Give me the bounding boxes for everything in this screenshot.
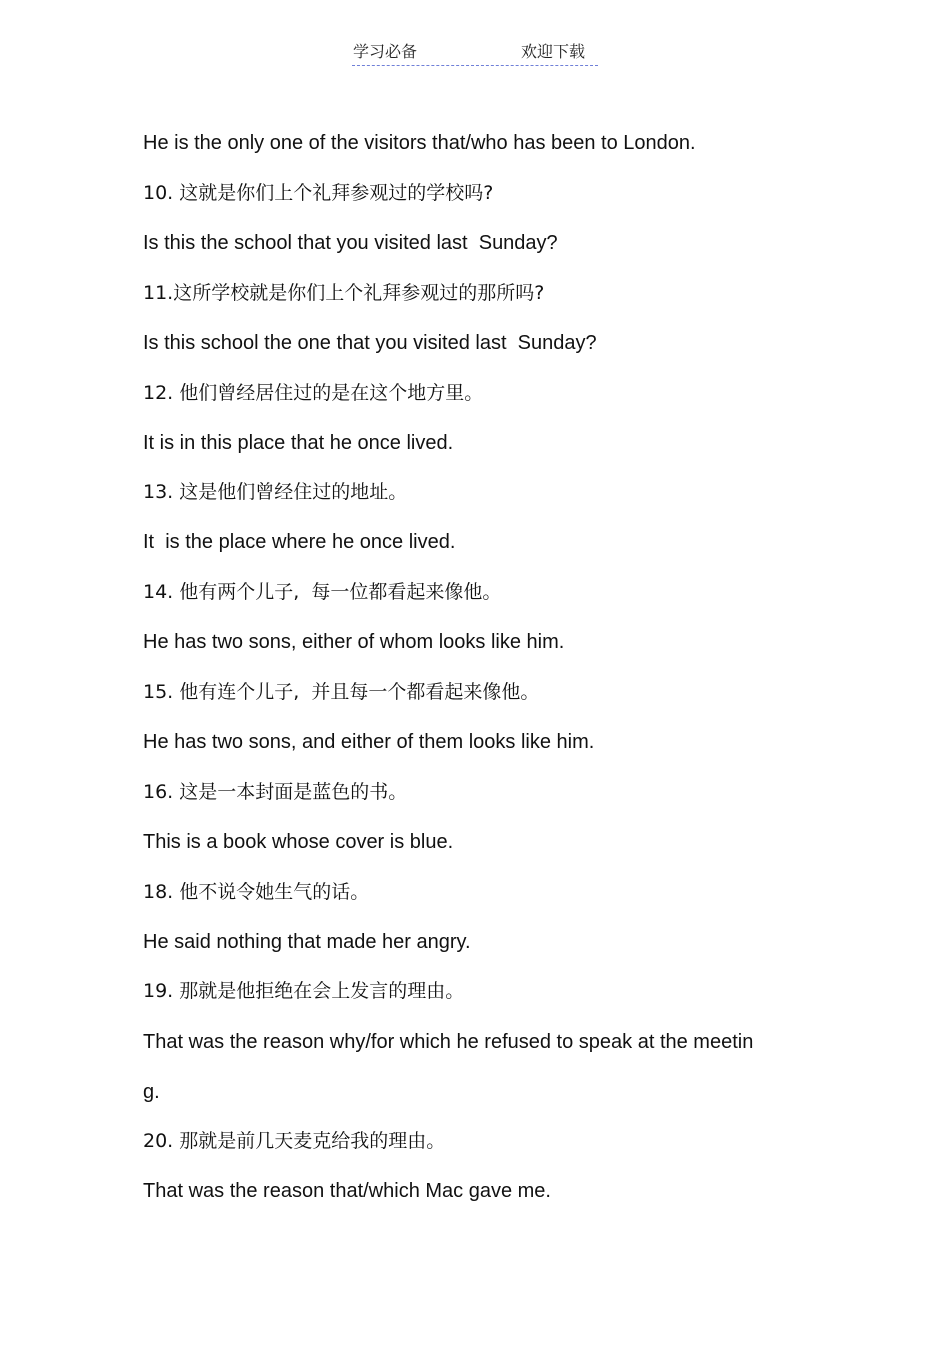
english-sentence: He is the only one of the visitors that/who has been to London. xyxy=(143,132,696,154)
chinese-sentence: 11.这所学校就是你们上个礼拜参观过的那所吗? xyxy=(143,282,545,304)
chinese-sentence: 14. 他有两个儿子, 每一位都看起来像他。 xyxy=(143,581,502,603)
english-sentence: He has two sons, either of whom looks like him. xyxy=(143,631,565,653)
page-header xyxy=(352,40,598,66)
header-left-text: 学习必备 xyxy=(353,42,418,61)
english-sentence: That was the reason why/for which he refused to speak at the meetin xyxy=(143,1031,754,1053)
chinese-sentence: 18. 他不说令她生气的话。 xyxy=(143,881,370,903)
english-sentence: It is the place where he once lived. xyxy=(143,531,456,553)
english-sentence: He has two sons, and either of them looks like him. xyxy=(143,731,595,753)
chinese-sentence: 16. 这是一本封面是蓝色的书。 xyxy=(143,781,408,803)
chinese-sentence: 20. 那就是前几天麦克给我的理由。 xyxy=(143,1130,446,1152)
english-sentence: This is a book whose cover is blue. xyxy=(143,831,454,853)
header-right-text: 欢迎下载 xyxy=(521,42,586,61)
english-sentence: That was the reason that/which Mac gave me. xyxy=(143,1180,551,1202)
english-sentence: It is in this place that he once lived. xyxy=(143,432,454,454)
chinese-sentence: 15. 他有连个儿子, 并且每一个都看起来像他。 xyxy=(143,681,540,703)
english-sentence: Is this the school that you visited last Sunday? xyxy=(143,232,558,254)
chinese-sentence: 19. 那就是他拒绝在会上发言的理由。 xyxy=(143,980,465,1002)
english-sentence: He said nothing that made her angry. xyxy=(143,931,471,953)
english-sentence: Is this school the one that you visited last Sunday? xyxy=(143,332,597,354)
chinese-sentence: 12. 他们曾经居住过的是在这个地方里。 xyxy=(143,382,484,404)
english-sentence-continuation: g. xyxy=(143,1081,160,1103)
chinese-sentence: 10. 这就是你们上个礼拜参观过的学校吗? xyxy=(143,182,494,204)
chinese-sentence: 13. 这是他们曾经住过的地址。 xyxy=(143,481,408,503)
